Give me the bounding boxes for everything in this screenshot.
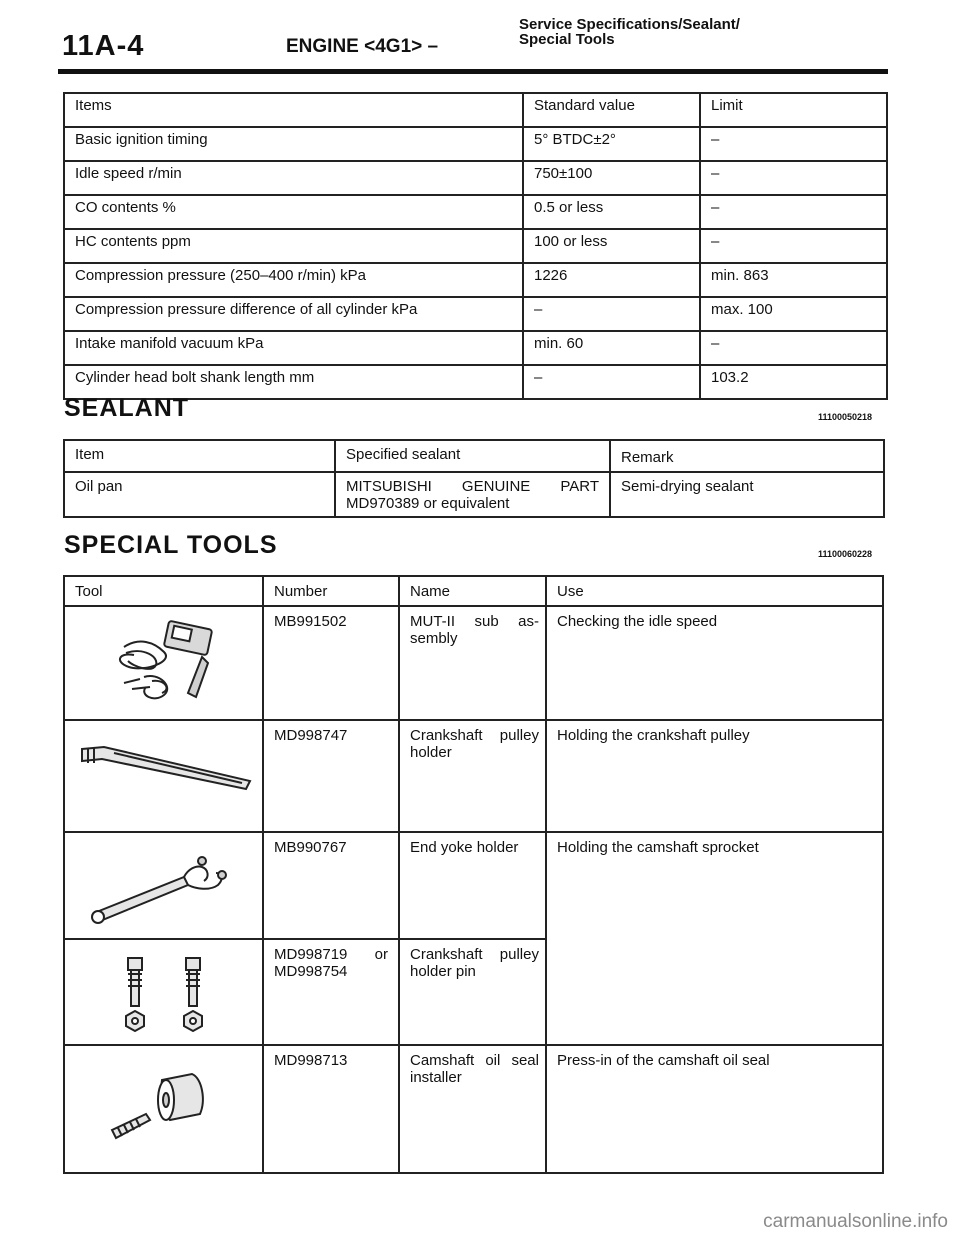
tool-use: Checking the idle speed xyxy=(546,606,883,720)
header-cell: Remark xyxy=(610,440,884,472)
spec-standard-value: 100 or less xyxy=(523,229,700,263)
watermark: carmanualsonline.info xyxy=(763,1211,948,1232)
spec-item: Basic ignition timing xyxy=(64,127,523,161)
table-row xyxy=(64,331,887,365)
spec-standard-value: 1226 xyxy=(523,263,700,297)
tool-number: MD998719 or MD998754 xyxy=(263,939,399,1045)
spec-standard-value: 5° BTDC±2° xyxy=(523,127,700,161)
table-row xyxy=(64,472,884,517)
tool-name: End yoke holder xyxy=(399,832,546,939)
table-row xyxy=(64,606,883,720)
sealant-specified: MITSUBISHI GENUINE PART MD970389 or equivalent xyxy=(335,472,610,517)
spec-standard-value: 750±100 xyxy=(523,161,700,195)
header-cell: Item xyxy=(64,440,335,472)
spec-item: CO contents % xyxy=(64,195,523,229)
table-row xyxy=(64,195,887,229)
header-rule xyxy=(58,69,888,74)
header-cell: Number xyxy=(263,576,399,606)
service-specifications-table xyxy=(63,92,888,400)
table-row xyxy=(64,720,883,832)
table-row xyxy=(64,832,883,939)
tool-name: MUT-II sub as-sembly xyxy=(399,606,546,720)
tool-image-cell xyxy=(64,606,263,720)
subtitle-line-1: Service Specifications/Sealant/ xyxy=(519,16,740,33)
table-row xyxy=(64,161,887,195)
special-tools-heading: SPECIAL TOOLS xyxy=(64,531,278,559)
header-cell: Tool xyxy=(64,576,263,606)
header-cell: Items xyxy=(64,93,523,127)
spec-item: Compression pressure difference of all cylinder kPa xyxy=(64,297,523,331)
spec-limit: – xyxy=(700,229,887,263)
table-row xyxy=(64,263,887,297)
header-cell: Limit xyxy=(700,93,887,127)
tool-image-cell xyxy=(64,832,263,939)
spec-item: Intake manifold vacuum kPa xyxy=(64,331,523,365)
tool-number: MB990767 xyxy=(263,832,399,939)
spec-item: HC contents ppm xyxy=(64,229,523,263)
spec-limit: – xyxy=(700,331,887,365)
sealant-heading: SEALANT xyxy=(64,394,190,422)
spec-standard-value: min. 60 xyxy=(523,331,700,365)
tool-name: Camshaft oil seal installer xyxy=(399,1045,546,1173)
spec-standard-value: – xyxy=(523,365,700,399)
section-title: ENGINE <4G1> – xyxy=(286,36,439,57)
spec-limit: max. 100 xyxy=(700,297,887,331)
spec-item: Cylinder head bolt shank length mm xyxy=(64,365,523,399)
spec-limit: – xyxy=(700,161,887,195)
spec-limit: min. 863 xyxy=(700,263,887,297)
sealant-section-code: 11100050218 xyxy=(818,412,873,422)
spec-item: Idle speed r/min xyxy=(64,161,523,195)
spec-standard-value: – xyxy=(523,297,700,331)
tool-number: MB991502 xyxy=(263,606,399,720)
table-row xyxy=(64,1045,883,1173)
tool-use: Press-in of the camshaft oil seal xyxy=(546,1045,883,1173)
spec-item: Compression pressure (250–400 r/min) kPa xyxy=(64,263,523,297)
tool-image-cell xyxy=(64,939,263,1045)
crankshaft-pulley-holder-icon xyxy=(74,737,254,797)
tool-use: Holding the camshaft sprocket xyxy=(546,832,883,1045)
tool-number: MD998713 xyxy=(263,1045,399,1173)
spec-standard-value: 0.5 or less xyxy=(523,195,700,229)
table-header-row xyxy=(64,576,883,606)
spec-limit: – xyxy=(700,127,887,161)
table-row xyxy=(64,127,887,161)
table-row xyxy=(64,229,887,263)
sealant-remark: Semi-drying sealant xyxy=(610,472,884,517)
page-subtitle xyxy=(519,17,740,47)
table-header-row xyxy=(64,440,884,472)
tool-number: MD998747 xyxy=(263,720,399,832)
header-cell: Specified sealant xyxy=(335,440,610,472)
end-yoke-holder-icon xyxy=(84,851,244,926)
table-header-row xyxy=(64,93,887,127)
spec-limit: 103.2 xyxy=(700,365,887,399)
sealant-table xyxy=(63,439,885,518)
mut-ii-tester-icon xyxy=(104,617,224,707)
tool-use: Holding the crankshaft pulley xyxy=(546,720,883,832)
special-tools-table xyxy=(63,575,884,1174)
special-tools-section-code: 11100060228 xyxy=(818,549,873,559)
header-cell: Standard value xyxy=(523,93,700,127)
holder-pin-icon xyxy=(104,954,224,1034)
header-cell: Use xyxy=(546,576,883,606)
page-number: 11A-4 xyxy=(62,30,145,62)
spec-limit: – xyxy=(700,195,887,229)
tool-image-cell xyxy=(64,1045,263,1173)
tool-image-cell xyxy=(64,720,263,832)
tool-name: Crankshaft pulley holder xyxy=(399,720,546,832)
subtitle-line-2: Special Tools xyxy=(519,31,615,48)
tool-name: Crankshaft pulley holder pin xyxy=(399,939,546,1045)
table-row xyxy=(64,297,887,331)
oil-seal-installer-icon xyxy=(104,1070,224,1150)
sealant-item: Oil pan xyxy=(64,472,335,517)
header-cell: Name xyxy=(399,576,546,606)
